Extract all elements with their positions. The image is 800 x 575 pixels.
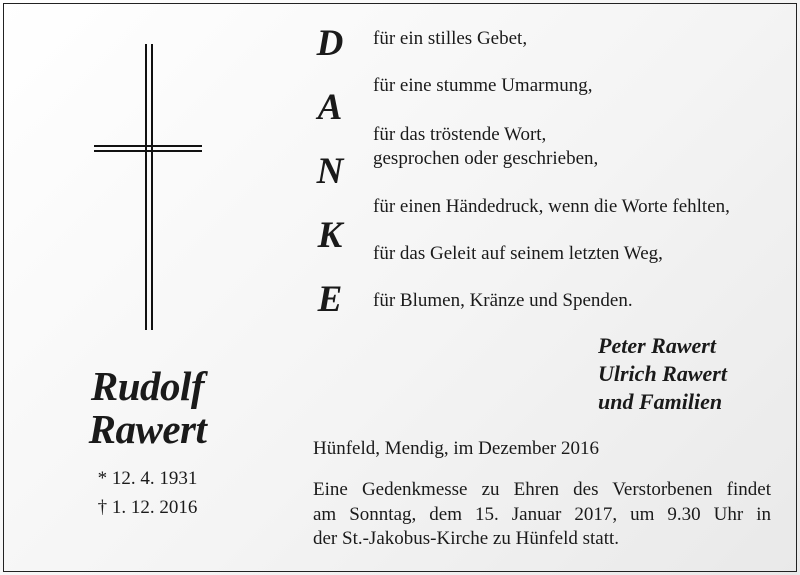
- place-date: Hünfeld, Mendig, im Dezember 2016: [313, 438, 599, 459]
- deceased-first-name: Rudolf: [90, 363, 205, 409]
- mass-line: Eine Gedenkmesse zu Ehren des Verstorbenen findet: [313, 479, 771, 500]
- thanks-line: für einen Händedruck, wenn die Worte fehlten,: [373, 196, 730, 217]
- birth-date: * 12. 4. 1931: [97, 468, 198, 489]
- death-date: † 1. 12. 2016: [97, 497, 198, 518]
- thanks-line: gesprochen oder geschrieben,: [373, 148, 599, 169]
- deceased-last-name: Rawert: [88, 406, 207, 452]
- mass-line: der St.-Jakobus-Kirche zu Hünfeld statt.: [313, 528, 620, 549]
- danke-letter: E: [317, 279, 343, 320]
- memorial-mass-notice: [313, 478, 771, 552]
- thanks-line: für Blumen, Kränze und Spenden.: [373, 290, 633, 311]
- signatory: Ulrich Rawert: [598, 361, 727, 386]
- danke-letter: A: [317, 87, 343, 128]
- signatory: Peter Rawert: [598, 333, 716, 358]
- thanks-line: für eine stumme Umarmung,: [373, 75, 593, 96]
- danke-letter: K: [317, 215, 343, 256]
- thanks-line: für ein stilles Gebet,: [373, 28, 528, 49]
- thanks-line: für das Geleit auf seinem letzten Weg,: [373, 243, 663, 264]
- danke-letter: D: [316, 23, 344, 64]
- signatory: und Familien: [598, 389, 723, 414]
- danke-letter: N: [316, 151, 344, 192]
- thanks-line: für das tröstende Wort,: [373, 124, 547, 145]
- mass-line: am Sonntag, dem 15. Januar 2017, um 9.30 Uhr in: [313, 503, 771, 525]
